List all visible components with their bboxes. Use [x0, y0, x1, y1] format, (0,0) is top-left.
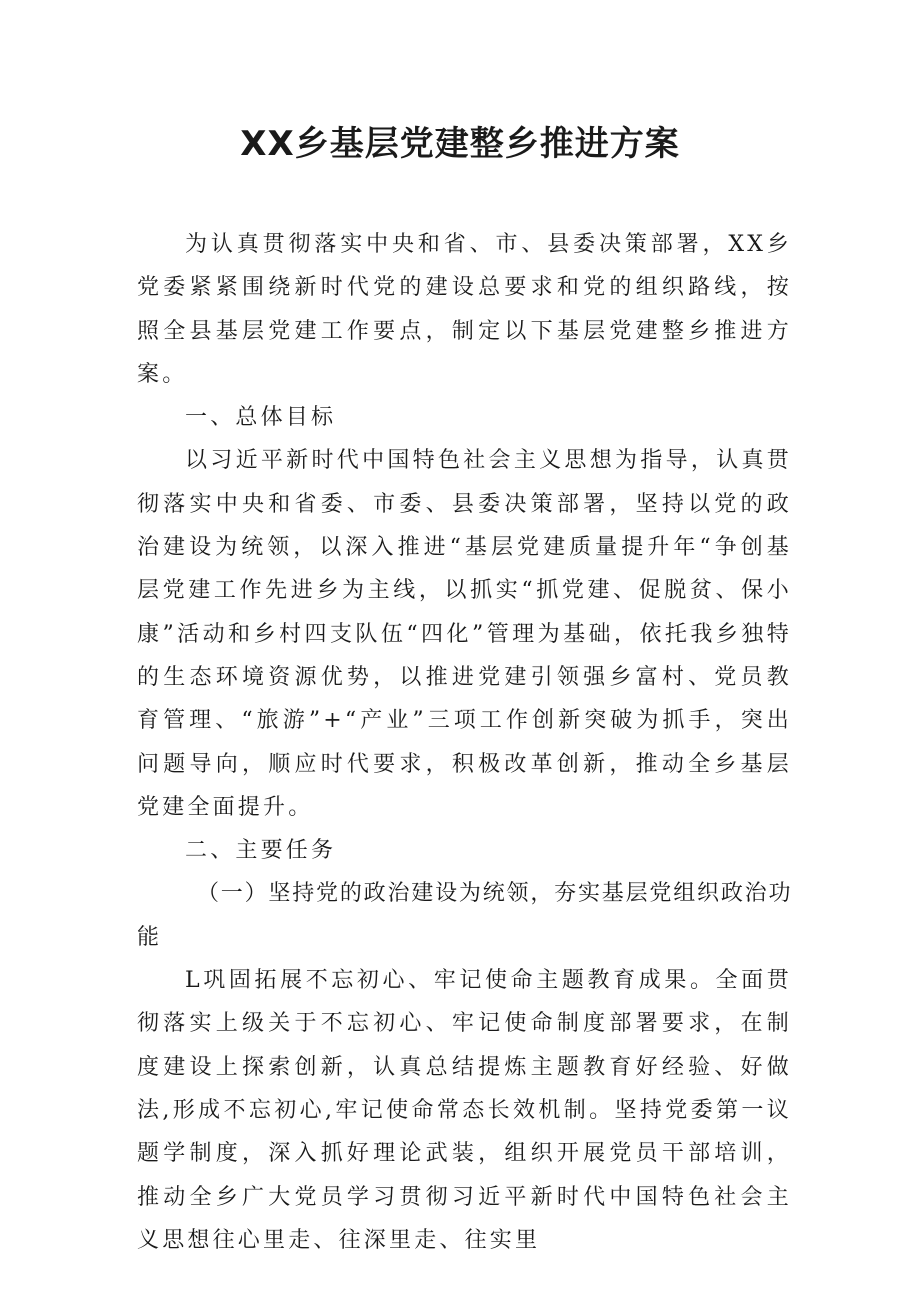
document-title: XX乡基层党建整乡推进方案: [240, 124, 680, 164]
subsection-heading-political-building: （一）坚持党的政治建设为统领，夯实基层党组织政治功能: [137, 881, 792, 950]
overall-goal-paragraph: 以习近平新时代中国特色社会主义思想为指导，认真贯彻落实中央和省委、市委、县委决策部署，坚持以党的政治建设为统领，以深入推进“基层党建质量提升年“争创基层党建工作先进乡为主线，以抓实“抓党建、促脱贫、保小康”活动和乡村四支队伍“四化”管理为基础，依托我乡独特的生态环境资源优势，以推进党建引领强乡富村、党员教育管理、“旅游”+“产业”三项工作创新突破为抓手，突出问题导向，顺应时代要求，积极改革创新，推动全乡基层党建全面提升。: [137, 448, 792, 820]
document-body: [137, 223, 792, 1262]
task-1-paragraph: L巩固拓展不忘初心、牢记使命主题教育成果。全面贯彻落实上级关于不忘初心、牢记使命制度部署要求，在制度建设上探索创新，认真总结提炼主题教育好经验、好做法,形成不忘初心,牢记使命常态长效机制。坚持党委第一议题学制度，深入抓好理论武装，组织开展党员干部培训，推动全乡广大党员学习贯彻习近平新时代中国特色社会主义思想往心里走、往深里走、往实里: [137, 968, 792, 1253]
section-heading-overall-goal: 一、总体目标: [185, 405, 337, 431]
section-heading-main-tasks: 二、主要任务: [185, 838, 337, 864]
intro-paragraph: 为认真贯彻落实中央和省、市、县委决策部署，XX乡党委紧紧围绕新时代党的建设总要求和党的组织路线，按照全县基层党建工作要点，制定以下基层党建整乡推进方案。: [137, 232, 792, 387]
